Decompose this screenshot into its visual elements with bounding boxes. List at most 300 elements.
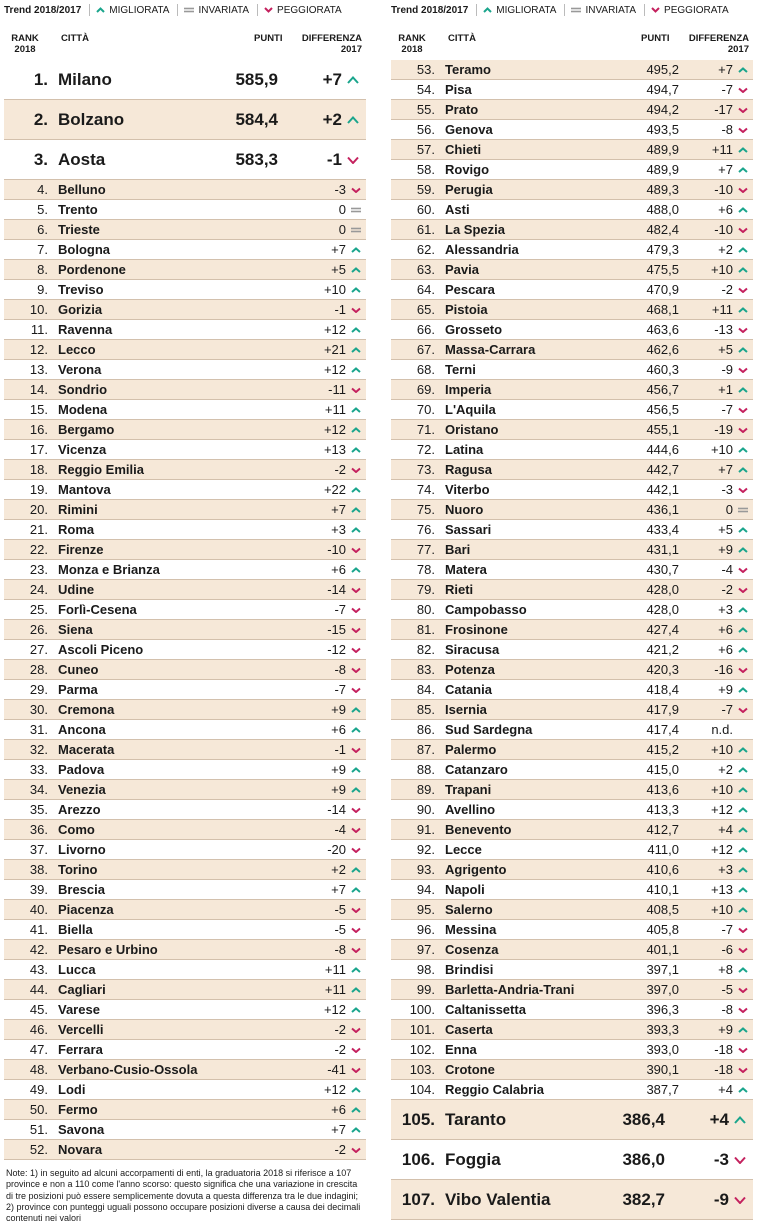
trend-indicator [737, 380, 749, 399]
difference-value: -7 [334, 682, 346, 697]
city-name: Lecce [445, 842, 482, 857]
chevron-down-icon [738, 127, 748, 133]
points-value: 418,4 [646, 682, 679, 697]
chevron-up-icon [738, 767, 748, 773]
rank-cell: 61. [416, 222, 435, 237]
trend-indicator [737, 120, 749, 139]
difference-value: -14 [327, 582, 346, 597]
table-row [391, 840, 753, 860]
city-name: Ragusa [445, 462, 492, 477]
difference-value: -9 [721, 362, 733, 377]
chevron-up-icon [351, 787, 361, 793]
legend-title: Trend 2018/2017 [4, 4, 82, 16]
chevron-up-icon [738, 1087, 748, 1093]
trend-indicator [350, 1000, 362, 1019]
difference-value: -7 [721, 922, 733, 937]
rank-cell: 100. [409, 1002, 435, 1017]
difference-value: +7 [718, 162, 733, 177]
city-name: Parma [58, 682, 98, 697]
table-row [391, 780, 753, 800]
legend-divider [476, 4, 477, 16]
trend-indicator [350, 600, 362, 619]
city-name: Ferrara [58, 1042, 103, 1057]
city-name: Pistoia [445, 302, 488, 317]
table-row [4, 940, 366, 960]
difference-value: +7 [331, 242, 346, 257]
city-name: Bergamo [58, 422, 115, 437]
city-name: Enna [445, 1042, 477, 1057]
city-name: Rimini [58, 502, 98, 517]
table-row [391, 920, 753, 940]
rank-cell: 39. [29, 882, 48, 897]
points-value: 408,5 [646, 902, 679, 917]
chevron-up-icon [351, 727, 361, 733]
difference-value: +12 [710, 842, 733, 857]
table-row [391, 900, 753, 920]
trend-indicator [737, 520, 749, 539]
chevron-up-icon [738, 607, 748, 613]
difference-value: -7 [721, 402, 733, 417]
chevron-down-icon [738, 1047, 748, 1053]
difference-value: +10 [323, 282, 346, 297]
chevron-up-icon [351, 1087, 361, 1093]
points-value: 436,1 [646, 502, 679, 517]
trend-indicator [350, 540, 362, 559]
table-row [391, 420, 753, 440]
chevron-down-icon [351, 807, 361, 813]
trend-indicator [350, 720, 362, 739]
chevron-up-icon [738, 627, 748, 633]
points-value: 428,0 [646, 602, 679, 617]
chevron-up-icon [351, 347, 361, 353]
table-row [391, 80, 753, 100]
rank-cell: 107. [401, 1189, 435, 1209]
trend-indicator [737, 920, 749, 939]
rank-cell: 96. [416, 922, 435, 937]
points-value: 396,3 [646, 1002, 679, 1017]
points-value: 433,4 [646, 522, 679, 537]
difference-value: +2 [322, 109, 342, 129]
table-row [4, 920, 366, 940]
rank-cell: 106. [401, 1149, 435, 1169]
points-value: 460,3 [646, 362, 679, 377]
trend-indicator [350, 880, 362, 899]
table-row [391, 880, 753, 900]
trend-indicator [737, 460, 749, 479]
trend-indicator [350, 1020, 362, 1039]
city-name: Foggia [445, 1149, 501, 1169]
rank-cell: 66. [416, 322, 435, 337]
points-value: 427,4 [646, 622, 679, 637]
difference-value: -10 [714, 222, 733, 237]
right-column [391, 0, 753, 1220]
difference-value: -18 [714, 1062, 733, 1077]
points-value: 413,6 [646, 782, 679, 797]
trend-indicator [350, 740, 362, 759]
rank-cell: 34. [29, 782, 48, 797]
chevron-up-icon [734, 1116, 746, 1124]
points-value: 397,0 [646, 982, 679, 997]
table-row [4, 900, 366, 920]
points-value: 442,1 [646, 482, 679, 497]
chevron-up-icon [351, 967, 361, 973]
trend-indicator [737, 680, 749, 699]
chevron-down-icon [351, 1147, 361, 1153]
chevron-down-icon [351, 607, 361, 613]
chevron-down-icon [351, 947, 361, 953]
trend-indicator [737, 760, 749, 779]
trend-indicator [346, 100, 360, 139]
trend-indicator [350, 920, 362, 939]
chevron-up-icon [351, 987, 361, 993]
trend-indicator [737, 900, 749, 919]
rank-cell: 98. [416, 962, 435, 977]
header-difference: DIFFERENZA 2017 [688, 33, 749, 55]
city-name: Terni [445, 362, 476, 377]
city-name: Lodi [58, 1082, 86, 1097]
city-name: Perugia [445, 182, 493, 197]
city-name: Lucca [58, 962, 96, 977]
difference-value: -20 [327, 842, 346, 857]
rank-cell: 4. [37, 182, 48, 197]
rank-cell: 94. [416, 882, 435, 897]
legend-improved [483, 5, 556, 16]
trend-indicator [350, 500, 362, 519]
rank-cell: 77. [416, 542, 435, 557]
trend-indicator [733, 1100, 747, 1139]
trend-indicator [350, 520, 362, 539]
points-value: 488,0 [646, 202, 679, 217]
trend-indicator [737, 320, 749, 339]
rank-cell: 47. [29, 1042, 48, 1057]
chevron-up-icon [351, 407, 361, 413]
city-name: Cuneo [58, 662, 99, 677]
chevron-down-icon [351, 907, 361, 913]
city-name: Livorno [58, 842, 106, 857]
rank-cell: 58. [416, 162, 435, 177]
difference-value: +8 [718, 962, 733, 977]
difference-value: +3 [718, 862, 733, 877]
table-row [4, 300, 366, 320]
table-row [4, 860, 366, 880]
chevron-down-icon [264, 7, 273, 13]
points-value: 479,3 [646, 242, 679, 257]
legend-worse [264, 5, 342, 16]
trend-indicator [737, 400, 749, 419]
table-row [4, 380, 366, 400]
points-value: 387,7 [646, 1082, 679, 1097]
trend-indicator [350, 480, 362, 499]
city-name: Caserta [445, 1022, 493, 1037]
table-row [4, 340, 366, 360]
trend-indicator [733, 1180, 747, 1219]
table-row [391, 1140, 753, 1180]
table-row [391, 560, 753, 580]
chevron-down-icon [738, 667, 748, 673]
rank-cell: 46. [29, 1022, 48, 1037]
difference-value: +9 [331, 782, 346, 797]
chevron-up-icon [738, 847, 748, 853]
chevron-up-icon [351, 367, 361, 373]
table-row [391, 180, 753, 200]
legend-unchanged-label: INVARIATA [198, 4, 250, 16]
rank-cell: 37. [29, 842, 48, 857]
trend-indicator [350, 760, 362, 779]
table-row [391, 1000, 753, 1020]
difference-value: -5 [721, 982, 733, 997]
table-row [4, 1100, 366, 1120]
table-row [4, 440, 366, 460]
chevron-down-icon [738, 987, 748, 993]
trend-indicator [350, 340, 362, 359]
chevron-up-icon [738, 647, 748, 653]
city-name: Udine [58, 582, 95, 597]
rank-cell: 53. [416, 62, 435, 77]
city-name: Salerno [445, 902, 493, 917]
trend-indicator [733, 1140, 747, 1179]
table-row [4, 1060, 366, 1080]
points-value: 442,7 [646, 462, 679, 477]
trend-indicator [350, 440, 362, 459]
table-row [391, 680, 753, 700]
table-row [4, 740, 366, 760]
table-row [4, 420, 366, 440]
difference-value: 0 [725, 502, 733, 517]
rank-cell: 104. [409, 1082, 435, 1097]
rank-cell: 89. [416, 782, 435, 797]
rank-cell: 55. [416, 102, 435, 117]
city-name: Bolzano [58, 109, 125, 129]
points-value: 463,6 [646, 322, 679, 337]
rank-cell: 76. [416, 522, 435, 537]
points-value: 417,9 [646, 702, 679, 717]
legend [4, 0, 366, 20]
difference-value: -2 [721, 282, 733, 297]
table-row [4, 1080, 366, 1100]
chevron-down-icon [351, 827, 361, 833]
trend-indicator [350, 900, 362, 919]
chevron-down-icon [738, 587, 748, 593]
rank-cell: 86. [416, 722, 435, 737]
chevron-up-icon [351, 267, 361, 273]
city-name: L'Aquila [445, 402, 496, 417]
rank-cell: 3. [33, 149, 48, 169]
trend-indicator [350, 560, 362, 579]
table-row [4, 760, 366, 780]
city-name: Vicenza [58, 442, 107, 457]
table-row [391, 340, 753, 360]
city-name: Trieste [58, 222, 100, 237]
rank-cell: 33. [29, 762, 48, 777]
trend-indicator [737, 360, 749, 379]
rank-cell: 54. [416, 82, 435, 97]
difference-value: +4 [718, 822, 733, 837]
rank-cell: 56. [416, 122, 435, 137]
difference-value: +10 [710, 442, 733, 457]
points-value: 397,1 [646, 962, 679, 977]
city-name: Torino [58, 862, 98, 877]
rank-cell: 12. [29, 342, 48, 357]
difference-value: +6 [718, 202, 733, 217]
difference-value: -2 [334, 1022, 346, 1037]
equals-icon [738, 507, 748, 513]
points-value: 382,7 [622, 1189, 665, 1209]
city-name: Forlì-Cesena [58, 602, 137, 617]
table-row [4, 560, 366, 580]
city-name: Roma [58, 522, 95, 537]
rank-cell: 31. [29, 722, 48, 737]
rank-cell: 9. [37, 282, 48, 297]
table-row [4, 620, 366, 640]
city-name: Nuoro [445, 502, 484, 517]
city-name: Verona [58, 362, 102, 377]
rank-cell: 103. [409, 1062, 435, 1077]
points-value: 444,6 [646, 442, 679, 457]
rank-cell: 52. [29, 1142, 48, 1157]
chevron-down-icon [738, 707, 748, 713]
chevron-up-icon [738, 907, 748, 913]
trend-indicator [737, 180, 749, 199]
table-row [391, 300, 753, 320]
rank-cell: 17. [29, 442, 48, 457]
city-name: Prato [445, 102, 479, 117]
table-row [391, 600, 753, 620]
points-value: 482,4 [646, 222, 679, 237]
chevron-up-icon [351, 767, 361, 773]
difference-value: +9 [331, 702, 346, 717]
difference-value: -11 [328, 382, 346, 397]
difference-value: -9 [713, 1189, 729, 1209]
chevron-down-icon [738, 1007, 748, 1013]
chevron-up-icon [351, 887, 361, 893]
legend-improved-label: MIGLIORATA [109, 4, 170, 16]
equals-icon [351, 207, 361, 213]
chevron-up-icon [738, 67, 748, 73]
table-row [391, 1020, 753, 1040]
table-row [391, 500, 753, 520]
difference-value: +12 [323, 1082, 346, 1097]
city-name: Benevento [445, 822, 512, 837]
trend-indicator [350, 320, 362, 339]
trend-indicator [737, 220, 749, 239]
chevron-up-icon [351, 867, 361, 873]
rank-cell: 72. [416, 442, 435, 457]
legend-unchanged-label: INVARIATA [585, 4, 637, 16]
rank-cell: 85. [416, 702, 435, 717]
table-row [4, 180, 366, 200]
difference-value: -10 [327, 542, 346, 557]
header-difference: DIFFERENZA 2017 [301, 33, 362, 55]
trend-indicator [350, 860, 362, 879]
chevron-down-icon [351, 647, 361, 653]
city-name: Agrigento [445, 862, 507, 877]
city-name: Savona [58, 1122, 105, 1137]
table-row [391, 100, 753, 120]
rank-cell: 7. [37, 242, 48, 257]
table-row [391, 940, 753, 960]
rank-cell: 1. [33, 69, 48, 89]
city-name: Belluno [58, 182, 106, 197]
trend-indicator [350, 400, 362, 419]
trend-indicator [737, 640, 749, 659]
city-name: Caltanissetta [445, 1002, 526, 1017]
rank-cell: 26. [29, 622, 48, 637]
difference-value: -3 [713, 1149, 729, 1169]
difference-value: -1 [334, 302, 346, 317]
rank-cell: 6. [37, 222, 48, 237]
city-name: Cagliari [58, 982, 106, 997]
chevron-up-icon [738, 207, 748, 213]
chevron-down-icon [738, 487, 748, 493]
points-value: 462,6 [646, 342, 679, 357]
city-name: Viterbo [445, 482, 490, 497]
city-name: Catania [445, 682, 492, 697]
trend-indicator [737, 840, 749, 859]
chevron-up-icon [738, 267, 748, 273]
trend-indicator [737, 200, 749, 219]
city-name: Milano [58, 69, 112, 89]
trend-indicator [350, 620, 362, 639]
chevron-up-icon [738, 247, 748, 253]
chevron-up-icon [738, 787, 748, 793]
trend-indicator [350, 460, 362, 479]
rank-cell: 40. [29, 902, 48, 917]
chevron-up-icon [351, 327, 361, 333]
city-name: Sondrio [58, 382, 108, 397]
table-row [4, 100, 366, 140]
difference-value: -13 [714, 322, 733, 337]
city-name: Imperia [445, 382, 492, 397]
difference-value: -2 [334, 1142, 346, 1157]
table-row [4, 140, 366, 180]
trend-indicator [737, 740, 749, 759]
difference-value: -41 [327, 1062, 346, 1077]
table-row [391, 580, 753, 600]
rank-cell: 71. [416, 422, 435, 437]
difference-value: -2 [334, 462, 346, 477]
difference-value: +12 [323, 322, 346, 337]
city-name: Asti [445, 202, 470, 217]
city-name: Pescara [445, 282, 495, 297]
chevron-up-icon [738, 347, 748, 353]
trend-indicator [350, 360, 362, 379]
difference-value: +10 [710, 902, 733, 917]
table-row [391, 820, 753, 840]
equals-icon [184, 7, 194, 13]
table-row [4, 980, 366, 1000]
rank-cell: 43. [29, 962, 48, 977]
trend-indicator [350, 940, 362, 959]
rank-cell: 2. [33, 109, 48, 129]
legend-divider [644, 4, 645, 16]
legend-divider [177, 4, 178, 16]
chevron-down-icon [738, 367, 748, 373]
rank-cell: 81. [416, 622, 435, 637]
difference-value: +11 [711, 302, 733, 317]
rank-cell: 64. [416, 282, 435, 297]
difference-value: +4 [718, 1082, 733, 1097]
rank-cell: 83. [416, 662, 435, 677]
rank-cell: 59. [416, 182, 435, 197]
points-value: 410,1 [646, 882, 679, 897]
trend-indicator [737, 240, 749, 259]
difference-value: +11 [324, 402, 346, 417]
city-name: Catanzaro [445, 762, 508, 777]
trend-indicator [350, 220, 362, 239]
difference-value: +9 [331, 762, 346, 777]
trend-indicator [350, 280, 362, 299]
difference-value: +5 [331, 262, 346, 277]
